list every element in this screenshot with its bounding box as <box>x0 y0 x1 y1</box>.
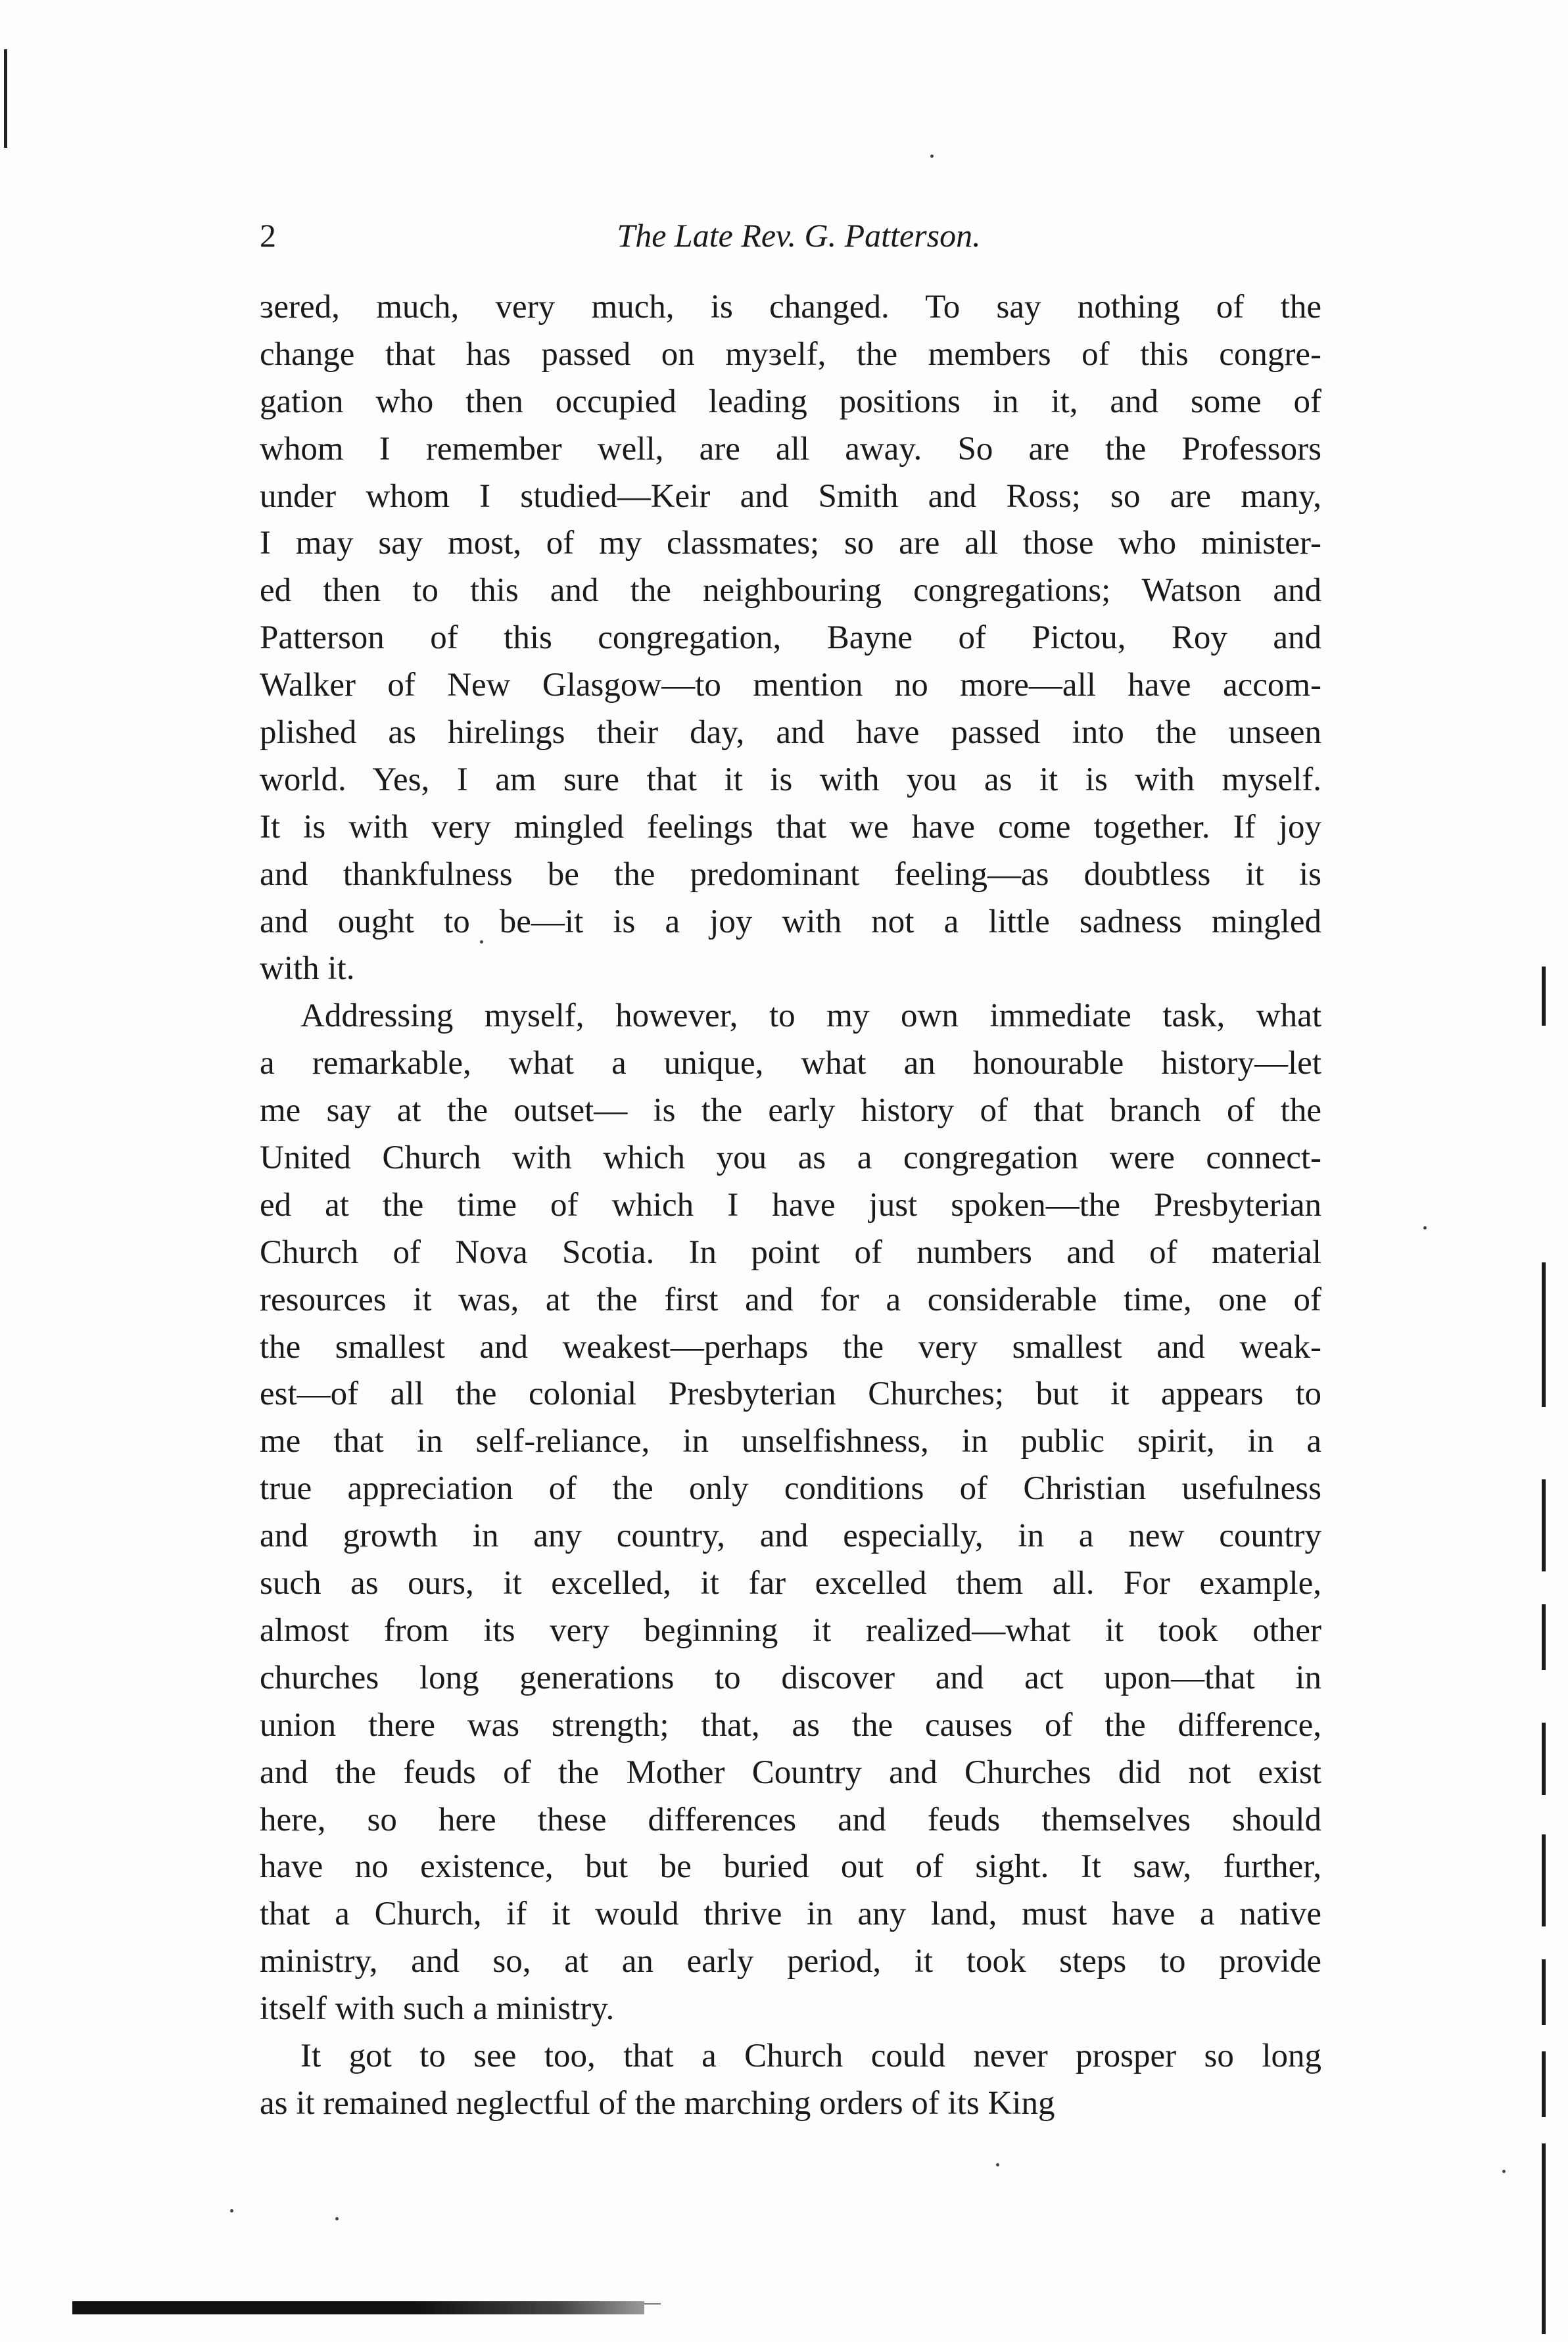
text-line: gation who then occupied leading positions in it, and some of <box>260 383 1321 420</box>
text-line: ed then to this and the neighbouring congregations; Watson and <box>260 572 1321 609</box>
scan-bottom-bar <box>72 2301 644 2314</box>
scan-edge-mark <box>1542 2143 1546 2334</box>
scan-speck <box>230 2209 233 2212</box>
text-line: churches long generations to discover and act upon—that in <box>260 1659 1321 1696</box>
text-line: It is with very mingled feelings that we have come together. If joy <box>260 808 1321 846</box>
scan-edge-mark <box>1542 1262 1546 1407</box>
text-line: and thankfulness be the predominant feeling—as doubtless it is <box>260 855 1321 893</box>
text-line: itself with such a ministry. <box>260 1990 615 2028</box>
text-line: whom I remember well, are all away. So are the Professors <box>260 430 1321 467</box>
text-line: world. Yes, I am sure that it is with you as it is with myself. <box>260 761 1321 798</box>
paragraph <box>260 2033 1321 2128</box>
running-title: The Late Rev. G. Patterson. <box>617 217 981 254</box>
text-line: union there was strength; that, as the causes of the difference, <box>260 1706 1321 1744</box>
text-line: with it. <box>260 950 355 988</box>
text-line: here, so here these differences and feuds themselves should <box>260 1801 1321 1838</box>
text-line: have no existence, but be buried out of sight. It saw, further, <box>260 1848 1321 1886</box>
text-line: under whom I studied—Keir and Smith and Ross; so are many, <box>260 477 1321 515</box>
text-line: such as ours, it excelled, it far excelled them all. For example, <box>260 1565 1321 1602</box>
text-line: Patterson of this congregation, Bayne of Pictou, Roy and <box>260 619 1321 657</box>
text-line: and the feuds of the Mother Country and Churches did not exist <box>260 1754 1321 1791</box>
paragraph <box>260 993 1321 2033</box>
text-line: plished as hirelings their day, and have passed into the unseen <box>260 714 1321 752</box>
text-line: Walker of New Glasgow—to mention no more—all have accom- <box>260 667 1321 704</box>
text-line: the smallest and weakest—perhaps the very smallest and weak- <box>260 1328 1321 1366</box>
scan-edge-mark <box>4 49 7 148</box>
scan-speck <box>930 155 934 158</box>
text-line: est—of all the colonial Presbyterian Churches; but it appears to <box>260 1375 1321 1413</box>
text-line: true appreciation of the only conditions of Christian usefulness <box>260 1470 1321 1508</box>
text-line: It got to see too, that a Church could never prosper so long <box>300 2037 1321 2074</box>
running-head <box>260 209 1312 262</box>
text-line: Church of Nova Scotia. In point of numbers and of material <box>260 1233 1321 1271</box>
scan-speck <box>335 2217 339 2220</box>
text-line: me that in self-reliance, in unselfishness, in public spirit, in a <box>260 1423 1321 1460</box>
scan-edge-mark <box>1542 1834 1546 1926</box>
page-number: 2 <box>260 217 276 254</box>
text-line: and ought to be—it is a joy with not a little sadness mingled <box>260 903 1321 940</box>
text-line: I may say most, of my classmates; so are all those who minister- <box>260 525 1321 562</box>
paragraph <box>260 284 1321 993</box>
text-line: resources it was, at the first and for a considerable time, one of <box>260 1281 1321 1318</box>
text-line: that a Church, if it would thrive in any land, must have a native <box>260 1896 1321 1933</box>
scan-bottom-line <box>644 2303 661 2305</box>
text-line: Addressing myself, however, to my own immediate task, what <box>300 997 1321 1035</box>
text-line: as it remained neglectful of the marching orders of its King <box>260 2084 1055 2122</box>
scan-edge-mark <box>1542 1604 1546 1670</box>
scan-edge-mark <box>1542 967 1546 1026</box>
text-line: ministry, and so, at an early period, it took steps to provide <box>260 1943 1321 1980</box>
text-line: me say at the outset— is the early history of that branch of the <box>260 1092 1321 1130</box>
text-line: almost from its very beginning it realized—what it took other <box>260 1612 1321 1649</box>
scan-edge-mark <box>1542 1959 1546 2025</box>
text-line: a remarkable, what a unique, what an honourable history—let <box>260 1045 1321 1082</box>
text-line: and growth in any country, and especially, in a new country <box>260 1518 1321 1555</box>
text-line: change that has passed on myɜelf, the members of this congre- <box>260 335 1321 373</box>
scan-speck <box>1423 1226 1427 1230</box>
scan-edge-mark <box>1542 1479 1546 1571</box>
scan-edge-mark <box>1542 2051 1546 2117</box>
text-line: ed at the time of which I have just spoken—the Presbyterian <box>260 1186 1321 1224</box>
scan-speck <box>1502 2170 1506 2173</box>
text-line: ɜered, much, very much, is changed. To say nothing of the <box>260 289 1321 325</box>
body-text <box>260 284 1321 2128</box>
scan-speck <box>996 2163 999 2166</box>
scan-edge-mark <box>1542 1723 1546 1795</box>
text-line: United Church with which you as a congregation were connect- <box>260 1139 1321 1177</box>
